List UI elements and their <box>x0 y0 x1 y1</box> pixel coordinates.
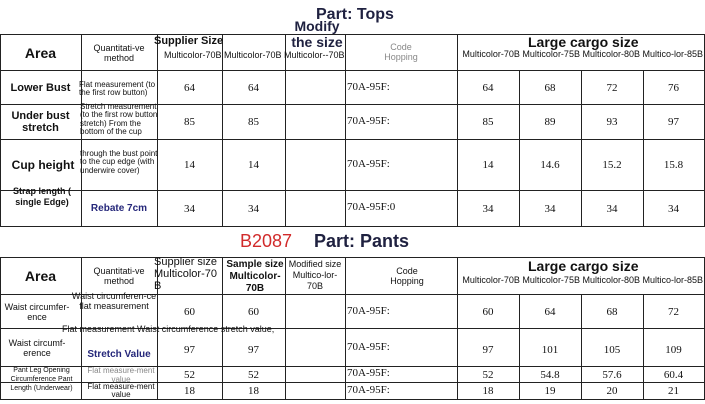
pants-row-supplier-value: 52 <box>184 368 195 381</box>
pants-row-code: 70A-95F: <box>347 367 390 379</box>
tops-method-header: Quantitati-ve method <box>93 42 145 63</box>
tops-row-code: 70A-95F: <box>347 81 390 93</box>
tops-row-supplier-value: 34 <box>184 202 195 215</box>
tops-row-sample-value: 14 <box>248 159 259 171</box>
tops-row-large-value: 34 <box>606 202 618 215</box>
pants-row-large-value: 101 <box>541 343 559 356</box>
tops-row-large-value: 15.8 <box>663 159 684 171</box>
tops-row-large-value: 85 <box>482 116 494 128</box>
tops-row-area: Strap length ( single Edge) <box>13 186 71 207</box>
tops-row-large-value: 34 <box>482 202 494 215</box>
tops-supplier-header: Supplier Size <box>154 35 224 47</box>
pants-row-large-value: 97 <box>482 343 494 356</box>
grid-line <box>0 399 705 400</box>
pants-row-sample-value: 18 <box>248 385 259 397</box>
pants-row-sample-value: 52 <box>248 368 259 381</box>
pants-row-code: 70A-95F: <box>347 384 390 396</box>
pants-row-large-value: 68 <box>606 305 618 318</box>
pants-row-sample-value: 60 <box>248 305 259 318</box>
pants-row-method: Flat measure-ment value <box>87 382 155 399</box>
pants-title: Part: Pants <box>314 231 410 251</box>
pants-row-method: Waist circumferen-ce flat measurement <box>71 291 157 311</box>
pants-row-large-value: 57.6 <box>602 368 622 381</box>
tops-row-large-value: 64 <box>482 81 494 94</box>
tops-row-code: 70A-95F: <box>347 158 390 170</box>
modify-size-label: Modify the size <box>291 18 343 50</box>
pants-row-area: Waist circumf-erence <box>8 337 66 358</box>
tops-large-header: Large cargo size <box>528 34 639 50</box>
pants-row-large-value: 52 <box>482 368 494 381</box>
pants-row-large-value: 105 <box>603 343 621 356</box>
pants-row-supplier-value: 60 <box>184 305 195 318</box>
grid-line <box>345 257 346 400</box>
pants-row-code: 70A-95F: <box>347 341 390 353</box>
pants-row-large-value: 64 <box>544 305 556 318</box>
pants-row-large-value: 19 <box>544 385 556 397</box>
pants-method-header: Quantitati-ve method <box>93 266 145 286</box>
pants-row-large-value: 21 <box>668 385 679 397</box>
grid-line <box>285 34 286 227</box>
tops-row-large-value: 97 <box>668 116 679 128</box>
tops-row-method: Stretch measurement (to the first row button stretch) From the bottom of the cup <box>80 102 158 137</box>
pants-row-supplier-value: 97 <box>184 343 195 356</box>
tops-row-large-value: 68 <box>544 81 556 94</box>
tops-row-area: Lower Bust <box>10 81 71 94</box>
pants-row-supplier-value: 18 <box>184 385 195 397</box>
pants-area-header: Area <box>24 268 57 284</box>
tops-large-subheader: Multicolor-70B Multicolor-75B Multicolor-80B Multico-lor-85B <box>462 49 703 59</box>
tops-row-large-value: 34 <box>544 202 556 215</box>
tops-code-header: Code Hopping <box>384 42 418 62</box>
pants-large-subheader: Multicolor-70B Multicolor-75B Multicolor-80B Multico-lor-85B <box>462 275 703 285</box>
pants-row-code: 70A-95F: <box>347 305 390 317</box>
tops-row-method: through the bust point to the cup edge (with underwire cover) <box>80 149 158 175</box>
tops-row-sample-value: 34 <box>248 202 259 215</box>
tops-row-method: Flat measurement (to the first row button) <box>79 80 156 98</box>
tops-row-supplier-value: 14 <box>184 159 195 171</box>
tops-row-code: 70A-95F: <box>347 115 390 127</box>
pants-row-sample-value: 97 <box>248 343 259 356</box>
tops-title: Part: Tops <box>316 6 394 23</box>
pants-row-area: Waist circumfer-ence <box>4 301 70 322</box>
pants-row-large-value: 60 <box>482 305 494 318</box>
pants-modified-header: Modified size Multico-lor-70B <box>288 259 342 291</box>
product-code-label: B2087 <box>240 231 293 251</box>
tops-row-large-value: 14.6 <box>540 159 560 171</box>
pants-row-note: Flat measurement Waist circumference stretch value, <box>62 324 275 334</box>
tops-row-large-value: 72 <box>606 81 618 94</box>
tops-row-large-value: 34 <box>668 202 679 215</box>
pants-row-method: Stretch Value <box>87 348 151 360</box>
grid-line <box>345 34 346 227</box>
tops-row-area: Cup height <box>11 158 75 172</box>
tops-supplier-subheader: Multicolor-70B Multicolor-70B Multicolor--70B <box>164 50 345 60</box>
grid-line <box>0 226 705 227</box>
pants-row-method: Flat measure-ment value <box>87 366 155 384</box>
tops-row-area: Under bust stretch <box>11 110 70 134</box>
tops-row-method: Rebate 7cm <box>90 203 148 214</box>
tops-row-supplier-value: 85 <box>184 116 195 128</box>
tops-area-header: Area <box>24 44 57 61</box>
pants-row-large-value: 60.4 <box>663 368 684 381</box>
pants-large-header: Large cargo size <box>528 258 639 274</box>
pants-row-area: Pant Leg Opening Circumference Pant Length (Underwear) <box>10 367 73 392</box>
tops-row-large-value: 76 <box>668 81 679 94</box>
tops-row-sample-value: 64 <box>248 81 259 94</box>
tops-row-supplier-value: 64 <box>184 81 195 94</box>
pants-row-large-value: 20 <box>606 385 618 397</box>
pants-supplier-header: Supplier size Multicolor-70 B <box>154 256 217 292</box>
tops-row-large-value: 89 <box>544 116 556 128</box>
pants-row-large-value: 109 <box>665 343 682 356</box>
pants-code-header: Code Hopping <box>390 266 424 286</box>
tops-row-large-value: 14 <box>482 159 494 171</box>
pants-row-large-value: 72 <box>668 305 679 318</box>
tops-row-code: 70A-95F:0 <box>347 201 396 213</box>
tops-row-large-value: 15.2 <box>602 159 622 171</box>
tops-row-large-value: 93 <box>606 116 618 128</box>
pants-row-large-value: 54.8 <box>540 368 560 381</box>
pants-sample-header: Sample size Multicolor-70B <box>226 259 284 294</box>
tops-row-sample-value: 85 <box>248 116 259 128</box>
pants-row-large-value: 18 <box>482 385 494 397</box>
